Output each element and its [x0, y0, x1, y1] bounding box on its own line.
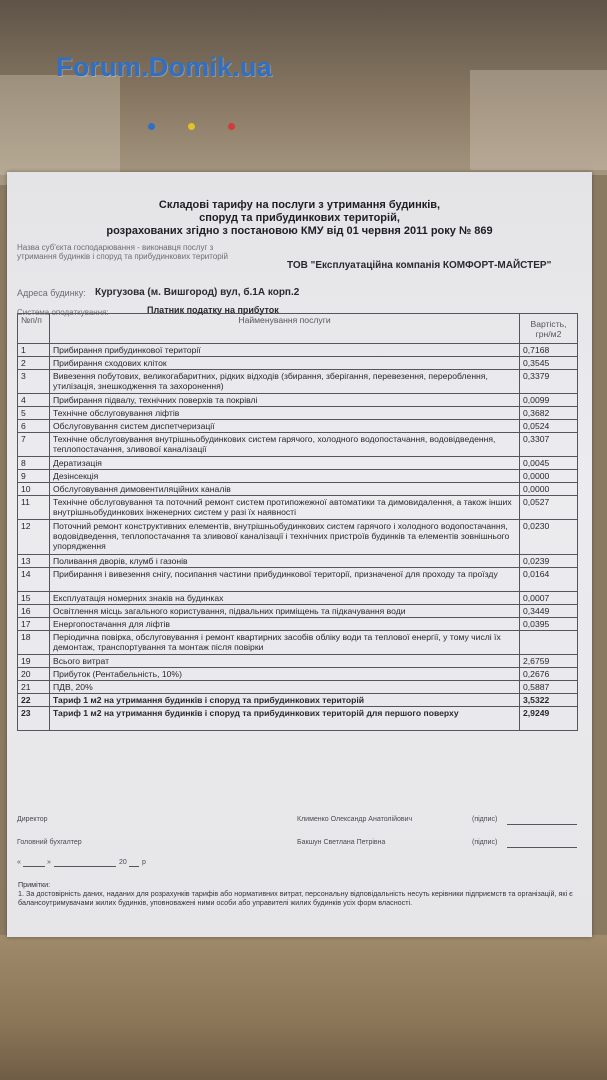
watermark-logo — [56, 52, 272, 83]
date-day-line — [23, 866, 45, 867]
row-service-name: Прибирання прибудинкової території — [50, 344, 520, 357]
director-sign-caption: (підпис) — [472, 816, 498, 823]
table-row — [18, 555, 578, 568]
row-service-name: Вивезення побутових, великогабаритних, рідких відходів (збирання, зберігання, перевезення, перероблення, утилізація, знешкодження та захоронення) — [50, 370, 520, 394]
row-number: 20 — [18, 668, 50, 681]
row-service-name: Тариф 1 м2 на утримання будинків і споруд та прибудинкових територій для першого поверху — [50, 707, 520, 731]
row-cost-value: 0,3545 — [520, 357, 578, 370]
table-row — [18, 483, 578, 496]
row-cost-value: 0,0164 — [520, 568, 578, 592]
table-row — [18, 496, 578, 520]
director-sign-line — [507, 824, 577, 825]
table-row — [18, 407, 578, 420]
row-cost-value: 0,0239 — [520, 555, 578, 568]
tariff-table — [17, 313, 578, 731]
table-row — [18, 655, 578, 668]
row-number: 4 — [18, 394, 50, 407]
row-service-name: Технічне обслуговування ліфтів — [50, 407, 520, 420]
row-cost-value: 0,3307 — [520, 433, 578, 457]
row-cost-value: 2,6759 — [520, 655, 578, 668]
row-service-name: Дезінсекція — [50, 470, 520, 483]
blue-dot-icon — [148, 123, 155, 130]
row-cost-value: 0,0099 — [520, 394, 578, 407]
row-cost-value: 0,0000 — [520, 483, 578, 496]
notes-block — [18, 880, 583, 907]
row-cost-value: 2,9249 — [520, 707, 578, 731]
org-label: Назва суб'єкта господарювання - виконавця послуг з утримання будинків і споруд та прибудинкових територій — [17, 243, 228, 261]
row-cost-value: 0,3449 — [520, 605, 578, 618]
table-row — [18, 420, 578, 433]
table-row — [18, 370, 578, 394]
date-close-quote: » — [47, 859, 51, 866]
row-number: 11 — [18, 496, 50, 520]
notes-text: 1. За достовірність даних, наданих для розрахунків тарифів або нормативних витрат, персональну відповідальність несуть керівники підприємств та організацій, які є балансоутримувачами жилих будинків, уповноважені ними особи або управителі жилих будинків усіх форм власності. — [18, 889, 573, 907]
row-cost-value: 0,5887 — [520, 681, 578, 694]
row-number: 10 — [18, 483, 50, 496]
table-row — [18, 631, 578, 655]
row-service-name: Всього витрат — [50, 655, 520, 668]
table-row — [18, 707, 578, 731]
row-number: 19 — [18, 655, 50, 668]
tape-right — [470, 70, 607, 170]
table-row — [18, 618, 578, 631]
row-number: 8 — [18, 457, 50, 470]
row-number: 3 — [18, 370, 50, 394]
yellow-dot-icon — [188, 123, 195, 130]
notes-title: Примітки: — [18, 880, 51, 889]
director-label: Директор — [17, 816, 48, 823]
row-service-name: Прибуток (Рентабельність, 10%) — [50, 668, 520, 681]
row-cost-value: 3,5322 — [520, 694, 578, 707]
row-number: 17 — [18, 618, 50, 631]
table-row — [18, 470, 578, 483]
row-service-name: Тариф 1 м2 на утримання будинків і споруд та прибудинкових територій — [50, 694, 520, 707]
row-number: 12 — [18, 520, 50, 555]
date-year-line — [129, 866, 139, 867]
director-name: Клименко Олександр Анатолійович — [297, 816, 413, 823]
row-number: 14 — [18, 568, 50, 592]
row-service-name: Поточний ремонт конструктивних елементів, внутрішньобудинкових систем гарячого і холодного водопостачання, водовідведення, теплопостачання та зливової каналізації і технічних пристроїв будинків та елементів зовнішнього упорядження — [50, 520, 520, 555]
title-line-3: розрахованих згідно з постановою КМУ від 01 червня 2011 року № 869 — [106, 225, 493, 237]
row-number: 16 — [18, 605, 50, 618]
accountant-sign-line — [507, 847, 577, 848]
row-service-name: Обслуговування систем диспетчеризації — [50, 420, 520, 433]
table-body — [18, 344, 578, 731]
row-cost-value: 0,0395 — [520, 618, 578, 631]
watermark-dots — [148, 88, 308, 96]
row-cost-value: 0,0230 — [520, 520, 578, 555]
row-number: 9 — [18, 470, 50, 483]
table-row — [18, 344, 578, 357]
row-cost-value: 0,3379 — [520, 370, 578, 394]
row-service-name: Обслуговування димовентиляційних каналів — [50, 483, 520, 496]
row-cost-value: 0,0007 — [520, 592, 578, 605]
table-row — [18, 592, 578, 605]
header-number: №п/п — [18, 314, 50, 344]
row-service-name: Дератизація — [50, 457, 520, 470]
row-number: 18 — [18, 631, 50, 655]
tax-label: Система оподаткування: — [17, 308, 109, 317]
row-cost-value: 0,0000 — [520, 470, 578, 483]
row-service-name: Енергопостачання для ліфтів — [50, 618, 520, 631]
background-bottom — [0, 935, 607, 1080]
row-service-name: Прибирання і вивезення снігу, посипання частини прибудинкової території, призначеної для проходу та проїзду — [50, 568, 520, 592]
header-cost: Вартість, грн/м2 — [520, 314, 578, 344]
address-value: Кургузова (м. Вишгород) вул, б.1А корп.2 — [95, 287, 300, 298]
table-row — [18, 681, 578, 694]
table-row — [18, 357, 578, 370]
document-sheet — [7, 172, 592, 937]
table-row — [18, 433, 578, 457]
row-cost-value: 0,0527 — [520, 496, 578, 520]
row-cost-value — [520, 631, 578, 655]
row-number: 2 — [18, 357, 50, 370]
accountant-name: Бакшун Светлана Петрівна — [297, 839, 386, 846]
row-service-name: Технічне обслуговування та поточний ремонт систем протипожежної автоматики та димовидалення, а також інших внутрішньобудинкових інженерних систем у разі їх наявності — [50, 496, 520, 520]
row-number: 1 — [18, 344, 50, 357]
date-open-quote: « — [17, 859, 21, 866]
table-row — [18, 457, 578, 470]
row-service-name: Технічне обслуговування внутрішньобудинкових систем гарячого, холодного водопостачання, водовідведення, теплопостачання, зливової каналізації — [50, 433, 520, 457]
title-line-2: споруд та прибудинкових територій, — [199, 212, 400, 224]
row-number: 22 — [18, 694, 50, 707]
row-number: 6 — [18, 420, 50, 433]
row-service-name: Прибирання сходових кліток — [50, 357, 520, 370]
watermark-text: Forum.Domik.ua — [56, 52, 272, 82]
row-cost-value: 0,2676 — [520, 668, 578, 681]
row-number: 15 — [18, 592, 50, 605]
accountant-sign-caption: (підпис) — [472, 839, 498, 846]
row-number: 23 — [18, 707, 50, 731]
date-year: 20 — [119, 859, 127, 866]
row-cost-value: 0,3682 — [520, 407, 578, 420]
row-cost-value: 0,7168 — [520, 344, 578, 357]
table-row — [18, 520, 578, 555]
tape-left — [0, 75, 120, 185]
row-number: 13 — [18, 555, 50, 568]
row-number: 5 — [18, 407, 50, 420]
table-row — [18, 605, 578, 618]
row-cost-value: 0,0524 — [520, 420, 578, 433]
date-month-line — [54, 866, 116, 867]
table-row — [18, 568, 578, 592]
header-service: Найменування послуги — [50, 314, 520, 344]
row-cost-value: 0,0045 — [520, 457, 578, 470]
row-number: 21 — [18, 681, 50, 694]
address-label: Адреса будинку: — [17, 288, 86, 298]
table-row — [18, 694, 578, 707]
table-row — [18, 668, 578, 681]
row-service-name: Експлуатація номерних знаків на будинках — [50, 592, 520, 605]
table-row — [18, 394, 578, 407]
org-value: ТОВ "Експлуатаційна компанія КОМФОРТ-МАЙСТЕР" — [287, 260, 552, 271]
title-line-1: Складові тарифу на послуги з утримання будинків, — [158, 199, 441, 211]
date-suffix: р — [142, 859, 146, 866]
accountant-label: Головний бухгалтер — [17, 839, 82, 846]
row-service-name: Прибирання підвалу, технічних поверхів та покрівлі — [50, 394, 520, 407]
red-dot-icon — [228, 123, 235, 130]
row-service-name: Освітлення місць загального користування, підвальних приміщень та підкачування води — [50, 605, 520, 618]
row-service-name: Періодична повірка, обслуговування і ремонт квартирних засобів обліку води та теплової енергії, у тому числі їх демонтаж, транспортування та монтаж після повірки — [50, 631, 520, 655]
tax-value: Платник податку на прибуток — [147, 305, 279, 315]
row-number: 7 — [18, 433, 50, 457]
row-service-name: ПДВ, 20% — [50, 681, 520, 694]
row-service-name: Поливання дворів, клумб і газонів — [50, 555, 520, 568]
